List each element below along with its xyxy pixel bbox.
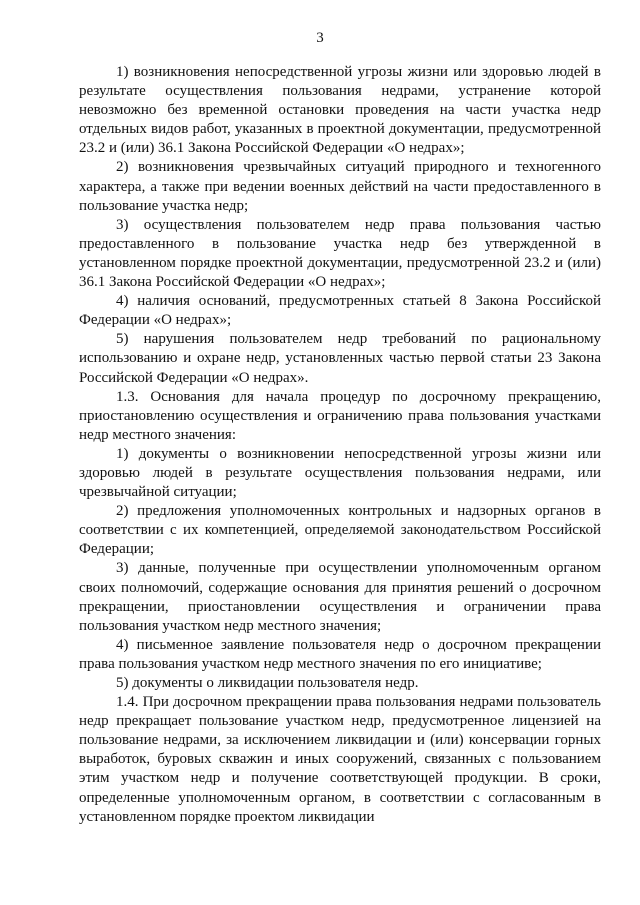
page-number: 3 bbox=[316, 30, 324, 46]
paragraph: 5) документы о ликвидации пользователя недр. bbox=[116, 675, 419, 691]
paragraph: 1) документы о возникновении непосредственной угрозы жизни или здоровью людей в результате осуществления пользования недрами, или чрезвычайной ситуации; bbox=[79, 445, 601, 501]
paragraph: 2) предложения уполномоченных контрольных и надзорных органов в соответствии с их компетенцией, определяемой законодательством Российской Федерации; bbox=[79, 503, 601, 558]
paragraph: 5) нарушения пользователем недр требований по рациональному использованию и охране недр, установленных частью первой статьи 23 Закона Российской Федерации «О недрах». bbox=[79, 331, 601, 386]
paragraph: 4) наличия оснований, предусмотренных статьей 8 Закона Российской Федерации «О недрах»; bbox=[79, 293, 601, 329]
paragraph: 3) осуществления пользователем недр права пользования частью предоставленного в пользование участка недр без утвержденной в установленном порядке проектной документации, предусмотренной 23.2 и (или) 36.1 Закона Российской Федерации «О недрах»; bbox=[79, 216, 601, 291]
paragraph: 3) данные, полученные при осуществлении уполномоченным органом своих полномочий, содержащие основания для принятия решений о досрочном прекращении, приостановлении осуществления и ограничении права пользования участком недр местного значения; bbox=[79, 560, 601, 634]
paragraph: 2) возникновения чрезвычайных ситуаций природного и техногенного характера, а также при ведении военных действий на части предоставленного в пользование участка недр; bbox=[79, 159, 601, 214]
paragraph: 1.3. Основания для начала процедур по досрочному прекращению, приостановлению осуществления и ограничению права пользования участками недр местного значения: bbox=[79, 388, 601, 443]
paragraph: 4) письменное заявление пользователя недр о досрочном прекращении права пользования участком недр местного значения по его инициативе; bbox=[79, 636, 601, 672]
document-body bbox=[79, 63, 601, 827]
paragraph: 1.4. При досрочном прекращении права пользования недрами пользователь недр прекращает пользование участком недр, предусмотренное лицензией на пользование недрами, за исключением ликвидации и (или) консервации горных выработок, буровых скважин и иных сооружений, связанных с пользованием этим участком недр и получение соответствующей продукции. В сроки, определенные уполномоченным органом, в соответствии с согласованным в установленном порядке проектом ликвидации bbox=[79, 694, 601, 825]
paragraph: 1) возникновения непосредственной угрозы жизни или здоровью людей в результате осуществления пользования недрами, устранение которой невозможно без временной остановки проведения на части участка недр отдельных видов работ, указанных в проектной документации, предусмотренной 23.2 и (или) 36.1 Закона Российской Федерации «О недрах»; bbox=[79, 64, 601, 157]
